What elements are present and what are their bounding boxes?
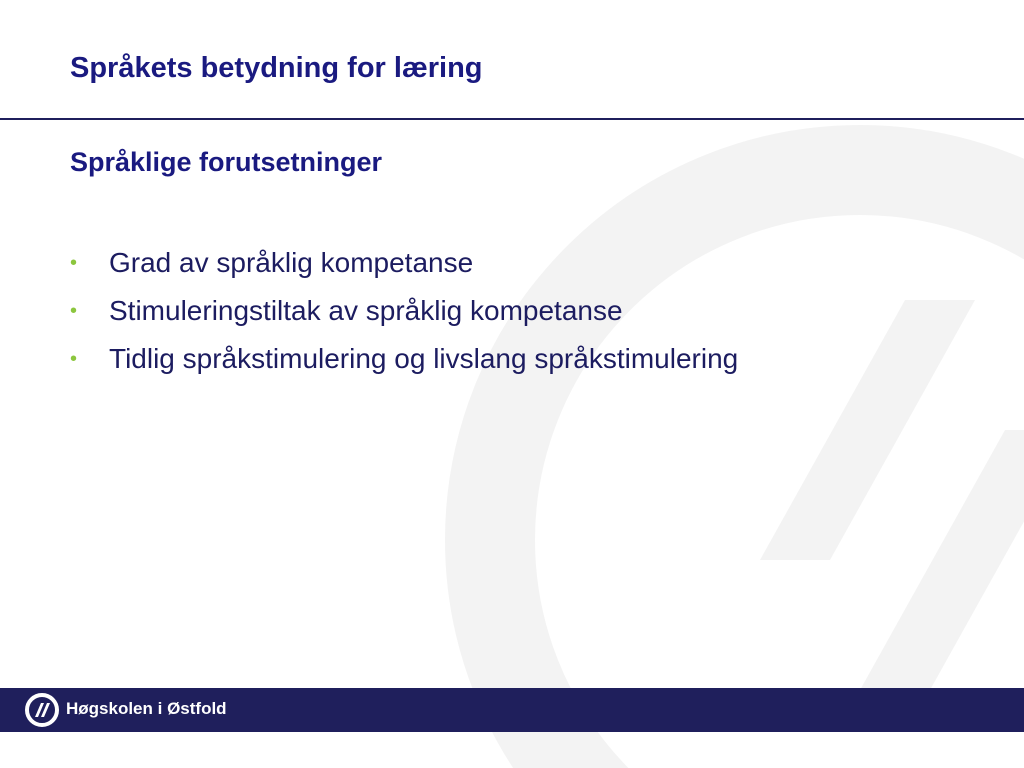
slide-subtitle: Språklige forutsetninger xyxy=(70,147,383,177)
bullet-icon: • xyxy=(70,300,78,322)
slide-title: Språkets betydning for læring xyxy=(70,52,483,84)
bullet-text: Tidlig språkstimulering og livslang språkstimulering xyxy=(109,343,739,374)
bullet-icon: • xyxy=(70,252,78,274)
bullet-text: Stimuleringstiltak av språklig kompetanse xyxy=(109,295,623,326)
footer-bar xyxy=(0,688,1024,732)
bullet-icon: • xyxy=(70,348,78,370)
title-divider xyxy=(0,118,1024,120)
bullet-text: Grad av språklig kompetanse xyxy=(109,247,474,278)
institution-name: Høgskolen i Østfold xyxy=(66,699,227,718)
hiof-logo-icon xyxy=(24,692,60,728)
